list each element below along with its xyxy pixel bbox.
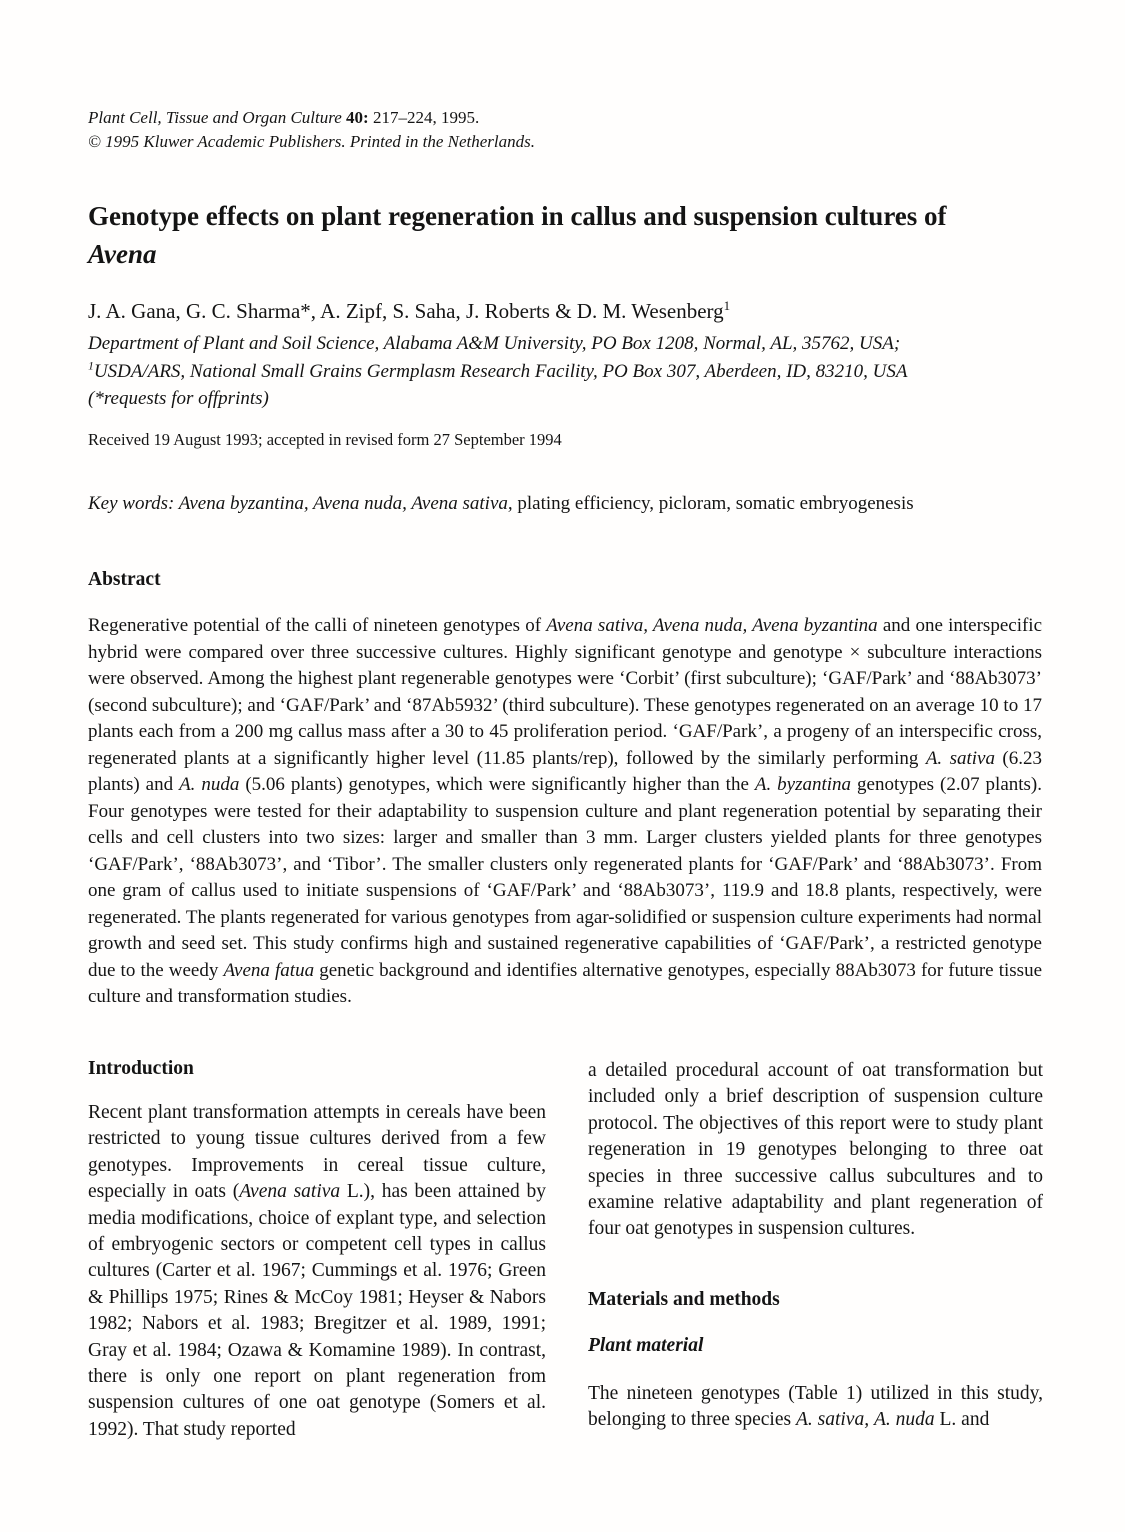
left-column: [88, 1058, 546, 1443]
journal-citation-line: Plant Cell, Tissue and Organ Culture 40: 217–224, 1995.: [88, 108, 480, 127]
plant-material-subheading: Plant material: [588, 1334, 704, 1356]
introduction-paragraph: Recent plant transformation attempts in cereals have been restricted to young tissue cultures derived from a few genotypes. Improvements in cereal tissue culture, especially in oats (Avena sativa L.), has been attained by media modifications, choice of explant type, and selection of embryogenic sectors or competent cell types in callus cultures (Carter et al. 1967; Cummings et al. 1976; Green & Phillips 1975; Rines & McCoy 1981; Heyser & Nabors 1982; Nabors et al. 1983; Bregitzer et al. 1989, 1991; Gray et al. 1984; Ozawa & Komamine 1989). In contrast, there is only one report on plant regeneration from suspension cultures of one oat genotype (Somers et al. 1992). That study reported: [88, 1102, 546, 1440]
journal-header: [88, 106, 535, 154]
offprints-note: (*requests for offprints): [88, 388, 269, 409]
abstract-heading: Abstract: [88, 569, 161, 590]
affiliation-line-1: Department of Plant and Soil Science, Alabama A&M University, PO Box 1208, Normal, AL, 35762, USA;: [88, 333, 901, 354]
article-title: [88, 197, 1098, 273]
authors-line: J. A. Gana, G. C. Sharma*, A. Zipf, S. Saha, J. Roberts & D. M. Wesenberg$^1$: [88, 298, 731, 323]
affiliations: [88, 330, 907, 413]
continuation-paragraph: a detailed procedural account of oat transformation but included only a brief description of suspension culture protocol. The objectives of this report were to study plant regeneration in 19 genotypes belonging to three oat species in three successive callus subcultures and to examine relative adaptability and plant regeneration of four oat genotypes in suspension cultures.: [588, 1060, 1043, 1240]
received-line: Received 19 August 1993; accepted in revised form 27 September 1994: [88, 430, 562, 449]
article-title-line-1: Genotype effects on plant regeneration in callus and suspension cultures of: [88, 201, 947, 231]
article-title-line-2: Avena: [88, 239, 157, 269]
keywords-line: Key words: Avena byzantina, Avena nuda, Avena sativa, plating efficiency, picloram, somatic embryogenesis: [88, 493, 914, 514]
copyright-line: © 1995 Kluwer Academic Publishers. Printed in the Netherlands.: [88, 132, 536, 151]
right-column: [588, 1058, 1043, 1434]
plant-material-paragraph: The nineteen genotypes (Table 1) utilized in this study, belonging to three species A. sativa, A. nuda L. and: [588, 1382, 1043, 1431]
affiliation-line-2: $^1$USDA/ARS, National Small Grains Germplasm Research Facility, PO Box 307, Aberdeen, ID, 83210, USA: [88, 359, 908, 382]
materials-and-methods-heading: Materials and methods: [588, 1288, 780, 1310]
abstract-paragraph: Regenerative potential of the calli of nineteen genotypes of Avena sativa, Avena nuda, Avena byzantina and one interspecific hybrid were compared over three successive cultures. Highly significant genotype and genotype × subculture interactions were observed. Among the highest plant regenerable genotypes were ‘Corbit’ (first subculture); ‘GAF/Park’ and ‘88Ab3073’ (second subculture); and ‘GAF/Park’ and ‘87Ab5932’ (third subculture). These genotypes regenerated on an average 10 to 17 plants each from a 200 mg callus mass after a 30 to 45 proliferation period. ‘GAF/Park’, a progeny of an interspecific cross, regenerated plants at a significantly higher level (11.85 plants/rep), followed by the similarly performing A. sativa (6.23 plants) and A. nuda (5.06 plants) genotypes, which were significantly higher than the A. byzantina genotypes (2.07 plants). Four genotypes were tested for their adaptability to suspension culture and plant regeneration potential by separating their cells and cell clusters into two sizes: larger and smaller than 3 mm. Larger clusters yielded plants for three genotypes ‘GAF/Park’, ‘88Ab3073’, and ‘Tibor’. The smaller clusters only regenerated plants for ‘GAF/Park’ and ‘88Ab3073’. From one gram of callus used to initiate suspensions of ‘GAF/Park’ and ‘88Ab3073’, 119.9 and 18.8 plants, respectively, were regenerated. The plants regenerated for various genotypes from agar-solidified or suspension culture experiments had normal growth and seed set. This study confirms high and sustained regenerative capabilities of ‘GAF/Park’, a restricted genotype due to the weedy Avena fatua genetic background and identifies alternative genotypes, especially 88Ab3073 for future tissue culture and transformation studies.: [88, 615, 1043, 1007]
introduction-heading: Introduction: [88, 1058, 194, 1079]
